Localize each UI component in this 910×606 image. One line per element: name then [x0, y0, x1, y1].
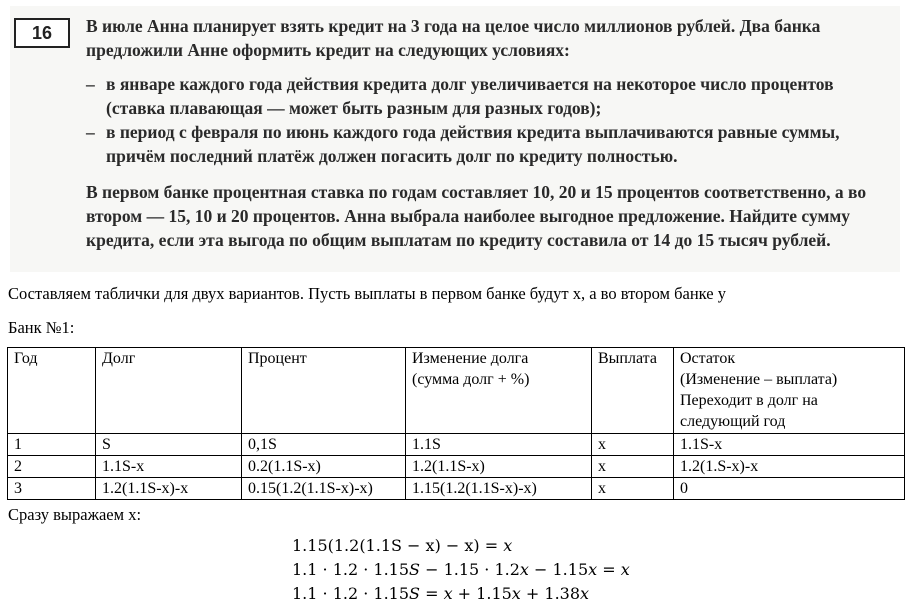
table-cell: 1 — [8, 434, 96, 456]
table-cell: S — [96, 434, 242, 456]
header-rest-line: Переходит в долг на следующий год — [680, 392, 818, 430]
problem-paragraph-1: В июле Анна планирует взять кредит на 3 года на целое число миллионов рублей. Два банка предложили Анне оформить кредит на следующих условиях: — [86, 16, 821, 60]
table-cell: x — [592, 478, 674, 500]
table-cell: 1.15(1.2(1.1S-x)-x) — [406, 478, 592, 500]
table-cell: 0,1S — [242, 434, 406, 456]
table-cell: 3 — [8, 478, 96, 500]
equation-line: 1.1 · 1.2 · 1.15𝑆 = 𝑥 + 1.15𝑥 + 1.38𝑥 — [292, 584, 590, 603]
table-header-row — [8, 348, 905, 434]
bank-title: Банк №1: — [8, 318, 75, 337]
problem-number: 16 — [14, 18, 70, 48]
table-cell: 1.1S — [406, 434, 592, 456]
header-year: Год — [8, 348, 96, 434]
express-heading: Сразу выражаем x: — [8, 505, 142, 524]
header-rest-line: (Изменение – выплата) — [680, 371, 838, 388]
equation-line: 1.1 · 1.2 · 1.15𝑆 − 1.15 · 1.2𝑥 − 1.15𝑥 = 𝑥 — [292, 560, 630, 579]
problem-text — [86, 14, 892, 262]
table-cell: 1.2(1.S-x)-x — [674, 456, 905, 478]
header-rest — [674, 348, 905, 434]
condition-item: – в январе каждого года действия кредита долг увеличивается на некоторое число процентов (ставка плавающая — может быть разным для разных годов); — [86, 72, 892, 120]
table-cell: 0.2(1.1S-x) — [242, 456, 406, 478]
problem-conditions — [86, 72, 892, 168]
header-debt: Долг — [96, 348, 242, 434]
header-rest-line: Остаток — [680, 350, 736, 367]
table-cell: 1.1S-x — [96, 456, 242, 478]
table-cell: 2 — [8, 456, 96, 478]
header-change-line: (сумма долг + %) — [412, 371, 530, 388]
header-change — [406, 348, 592, 434]
table-row — [8, 456, 905, 478]
table-cell: 1.2(1.1S-x)-x — [96, 478, 242, 500]
bank1-table — [7, 347, 905, 500]
problem-block — [10, 6, 900, 272]
problem-paragraph-2: В первом банке процентная ставка по годам составляет 10, 20 и 15 процентов соответственно, а во втором — 15, 10 и 20 процентов. Анна выбрала наиболее выгодное предложение. Найдите сумму кредита, если эта выгода по общим выплатам по кредиту составила от 14 до 15 тысяч рублей. — [86, 182, 867, 250]
equations-block — [292, 534, 630, 606]
table-cell: x — [592, 434, 674, 456]
table-cell: 0.15(1.2(1.1S-x)-x) — [242, 478, 406, 500]
header-percent: Процент — [242, 348, 406, 434]
table-cell: x — [592, 456, 674, 478]
table-row — [8, 434, 905, 456]
solution-intro: Составляем таблички для двух вариантов. Пусть выплаты в первом банке будут x, а во втором банке y — [8, 284, 726, 303]
equation-line: 1.15(1.2(1.1S − x) − x) = 𝑥 — [292, 536, 513, 555]
header-change-line: Изменение долга — [412, 350, 529, 367]
table-cell: 0 — [674, 478, 905, 500]
condition-item: – в период с февраля по июнь каждого года действия кредита выплачиваются равные суммы, причём последний платёж должен погасить долг по кредиту полностью. — [86, 120, 892, 168]
table-cell: 1.2(1.1S-x) — [406, 456, 592, 478]
header-payment: Выплата — [592, 348, 674, 434]
table-cell: 1.1S-x — [674, 434, 905, 456]
table-row — [8, 478, 905, 500]
